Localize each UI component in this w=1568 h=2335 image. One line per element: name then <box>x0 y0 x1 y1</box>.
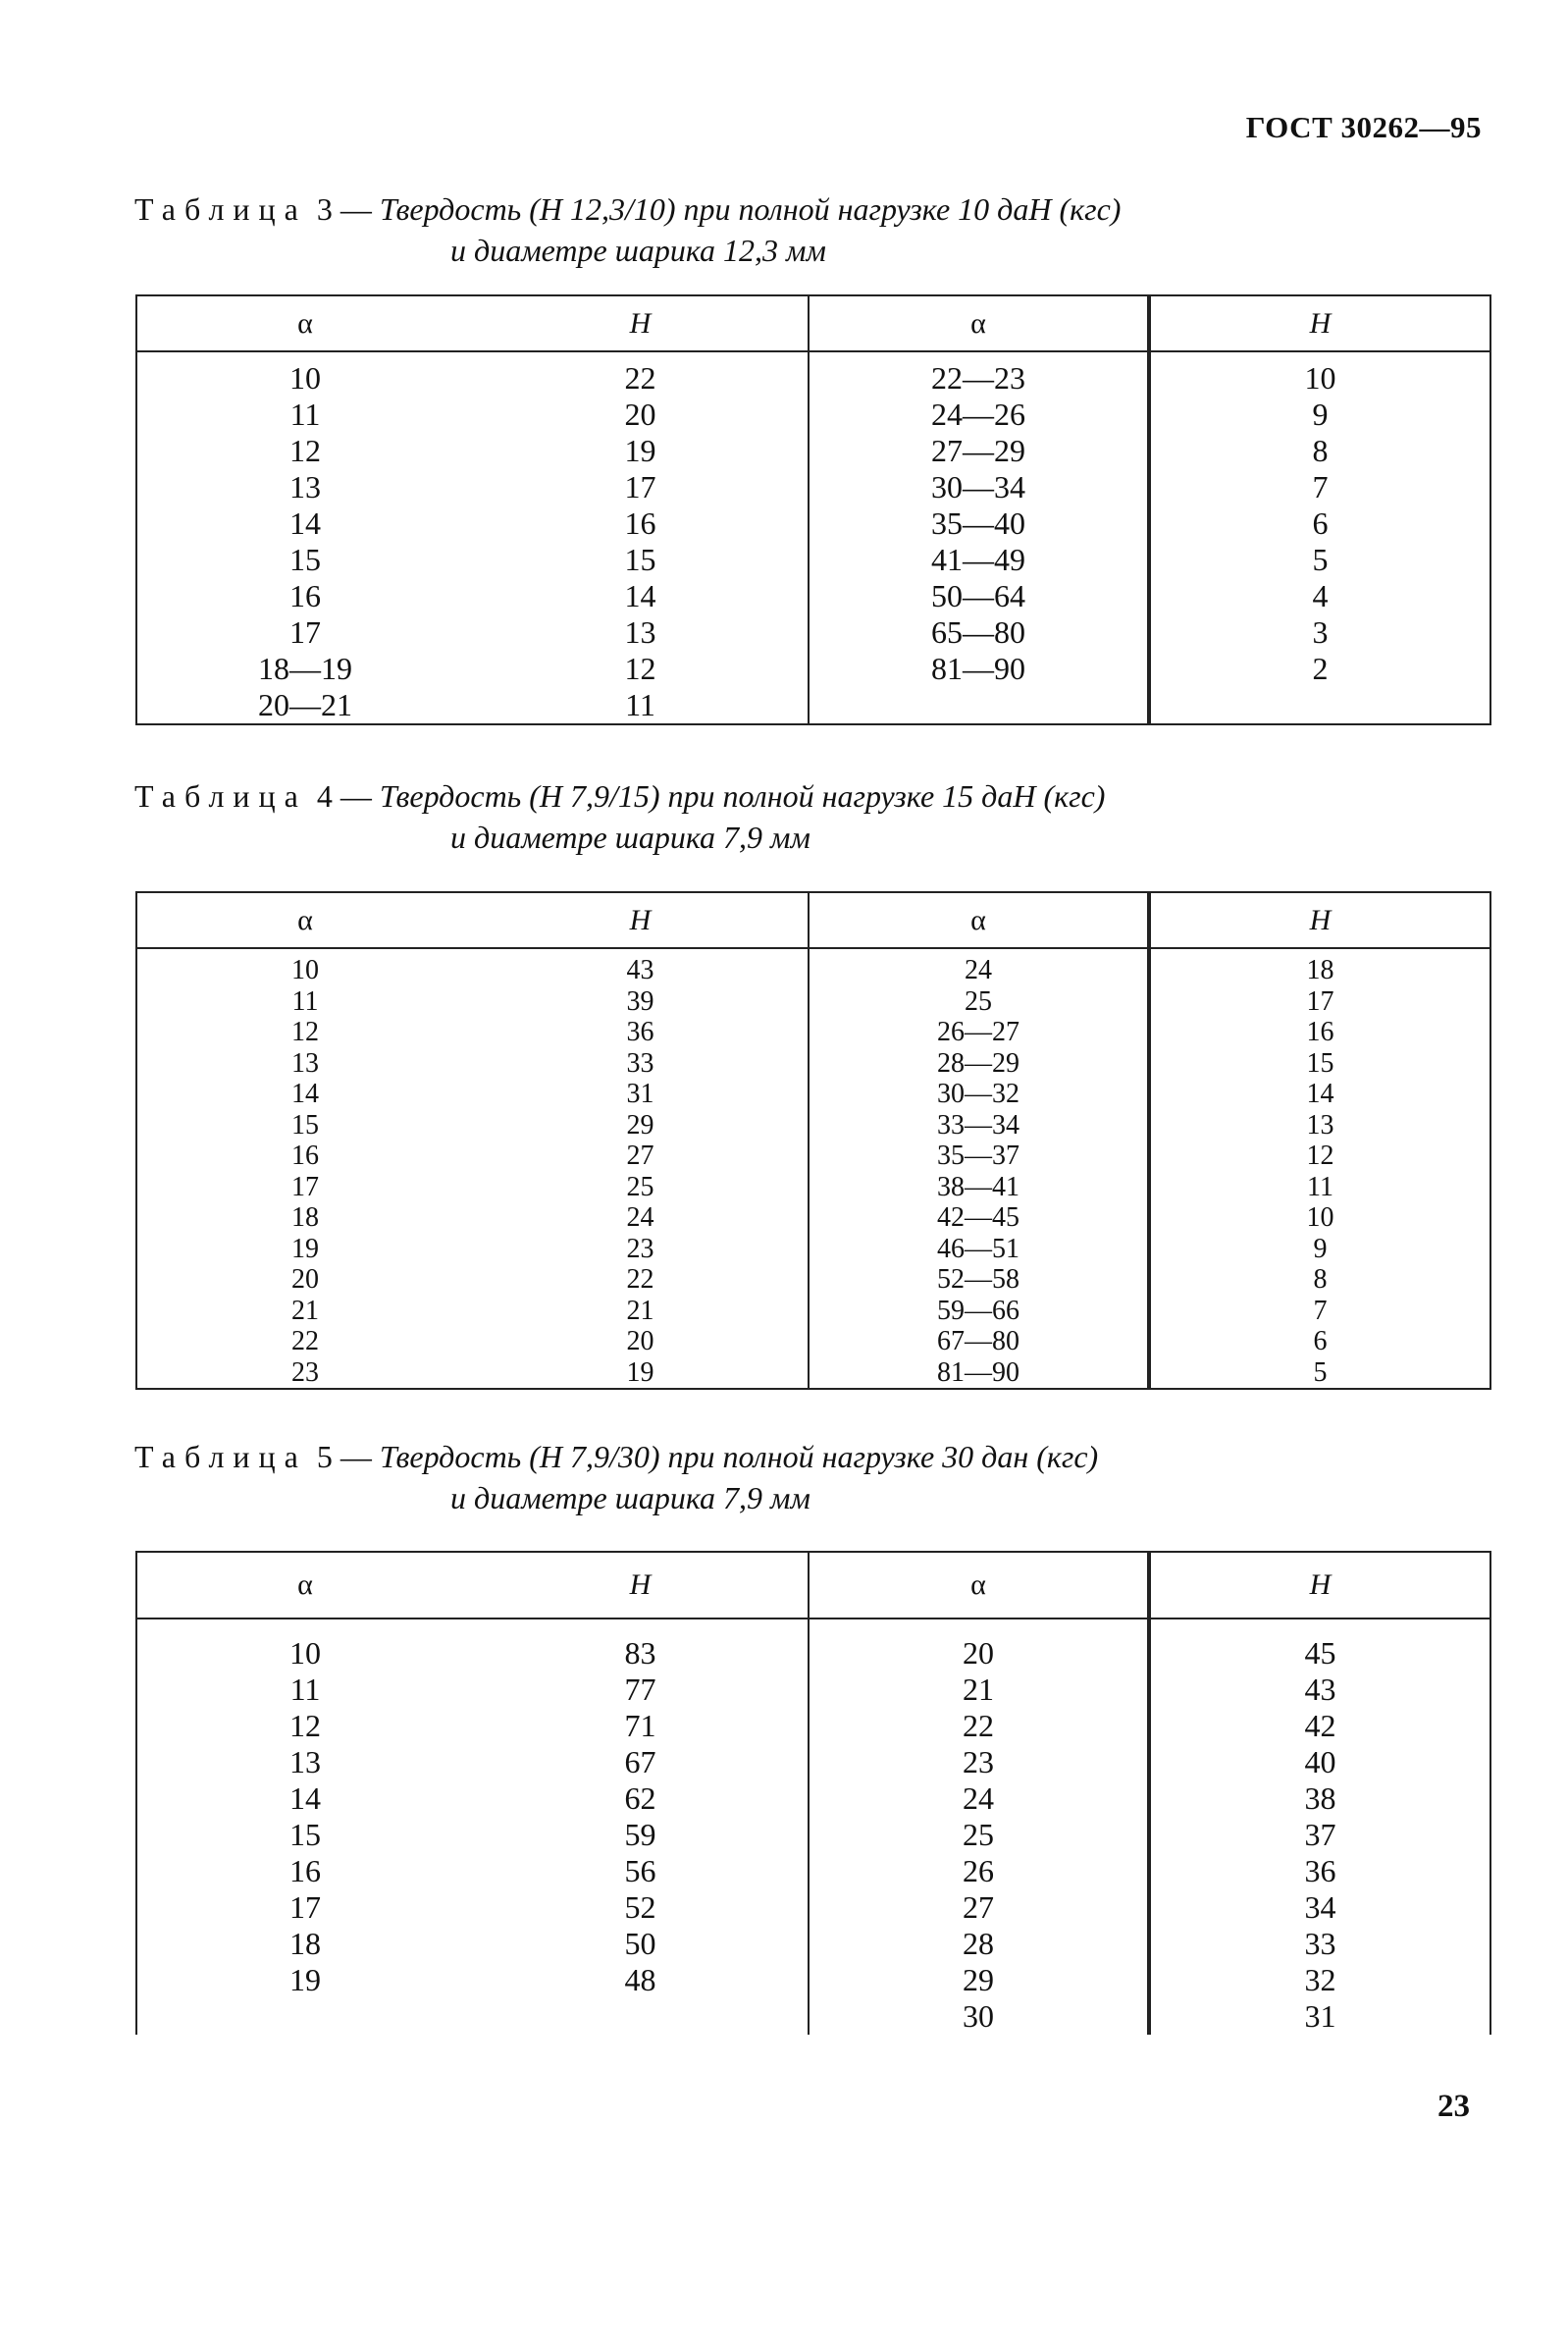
table-cell: 67—80 <box>809 1326 1149 1357</box>
table-cell: 2 <box>1149 651 1490 687</box>
table-row <box>136 1998 1490 2035</box>
table-cell: 12 <box>473 651 809 687</box>
table-row <box>136 1110 1490 1141</box>
table4-caption <box>134 775 1105 858</box>
table-cell: 52—58 <box>809 1264 1149 1296</box>
table-cell: 4 <box>1149 578 1490 614</box>
table-cell: 7 <box>1149 469 1490 505</box>
table-cell: 7 <box>1149 1296 1490 1327</box>
table-cell: 28—29 <box>809 1048 1149 1080</box>
table4-caption-number: 4 — <box>316 778 372 814</box>
table5-header-h-3: H <box>1149 1552 1490 1619</box>
table-cell: 23 <box>809 1744 1149 1780</box>
table-cell <box>809 687 1149 724</box>
table3-body <box>136 351 1490 724</box>
table-cell: 34 <box>1149 1889 1490 1926</box>
table-cell: 20 <box>809 1619 1149 1672</box>
table-row <box>136 986 1490 1018</box>
table-row <box>136 1708 1490 1744</box>
table4-body <box>136 948 1490 1389</box>
table-cell: 19 <box>473 1357 809 1390</box>
table3-caption <box>134 188 1121 271</box>
table-cell: 16 <box>1149 1017 1490 1048</box>
table-row <box>136 505 1490 542</box>
table-cell: 19 <box>136 1962 473 1998</box>
table-row <box>136 1234 1490 1265</box>
table-cell: 11 <box>136 1672 473 1708</box>
table-cell: 16 <box>136 1141 473 1172</box>
table-cell: 32 <box>1149 1962 1490 1998</box>
table-cell: 59—66 <box>809 1296 1149 1327</box>
table-cell: 20 <box>473 1326 809 1357</box>
table-cell: 27 <box>473 1141 809 1172</box>
table-cell: 21 <box>136 1296 473 1327</box>
table-cell: 20 <box>473 397 809 433</box>
table-cell: 10 <box>1149 351 1490 397</box>
table-row <box>136 948 1490 986</box>
table-row <box>136 351 1490 397</box>
table3-header-alpha-2: α <box>809 295 1149 351</box>
table-cell: 13 <box>473 614 809 651</box>
table-cell: 36 <box>473 1017 809 1048</box>
table-cell: 38 <box>1149 1780 1490 1817</box>
table-cell: 50—64 <box>809 578 1149 614</box>
table-cell: 50 <box>473 1926 809 1962</box>
table-cell: 22 <box>809 1708 1149 1744</box>
table-cell: 25 <box>473 1172 809 1203</box>
table-cell: 40 <box>1149 1744 1490 1780</box>
table-cell: 22—23 <box>809 351 1149 397</box>
table-cell: 29 <box>473 1110 809 1141</box>
table-cell: 36 <box>1149 1853 1490 1889</box>
table-row <box>136 614 1490 651</box>
table-row <box>136 1672 1490 1708</box>
table-cell: 15 <box>1149 1048 1490 1080</box>
table3-header-alpha-0: α <box>136 295 473 351</box>
table3-caption-word: Таблица <box>134 191 307 227</box>
table-cell: 15 <box>473 542 809 578</box>
table-cell: 38—41 <box>809 1172 1149 1203</box>
table5-caption <box>134 1436 1098 1518</box>
table5-caption-subtitle: и диаметре шарика 7,9 мм <box>450 1480 810 1515</box>
table-cell: 18 <box>1149 948 1490 986</box>
table-cell: 35—37 <box>809 1141 1149 1172</box>
table-cell: 67 <box>473 1744 809 1780</box>
table-cell: 25 <box>809 986 1149 1018</box>
table-cell: 15 <box>136 542 473 578</box>
table-cell: 20 <box>136 1264 473 1296</box>
table-cell: 26—27 <box>809 1017 1149 1048</box>
table-cell: 14 <box>136 1079 473 1110</box>
table-cell: 43 <box>1149 1672 1490 1708</box>
table4-caption-word: Таблица <box>134 778 307 814</box>
table-cell: 13 <box>136 1048 473 1080</box>
table-cell: 22 <box>473 351 809 397</box>
table-cell: 35—40 <box>809 505 1149 542</box>
table-row <box>136 1744 1490 1780</box>
table-cell: 17 <box>136 1889 473 1926</box>
table-cell: 24 <box>809 948 1149 986</box>
table3-caption-number: 3 — <box>316 191 372 227</box>
table-cell: 16 <box>136 1853 473 1889</box>
table-row <box>136 1619 1490 1672</box>
table4-header-h-3: H <box>1149 892 1490 948</box>
table-row <box>136 1780 1490 1817</box>
table-row <box>136 542 1490 578</box>
table-cell: 12 <box>1149 1141 1490 1172</box>
table-cell: 33 <box>473 1048 809 1080</box>
table-cell: 17 <box>136 614 473 651</box>
table-cell: 83 <box>473 1619 809 1672</box>
table-row <box>136 433 1490 469</box>
table-row <box>136 1264 1490 1296</box>
table-cell: 14 <box>1149 1079 1490 1110</box>
table-cell: 48 <box>473 1962 809 1998</box>
table4-header-alpha-0: α <box>136 892 473 948</box>
table-row <box>136 469 1490 505</box>
table-row <box>136 397 1490 433</box>
table-cell: 52 <box>473 1889 809 1926</box>
table-cell: 19 <box>473 433 809 469</box>
table-row <box>136 687 1490 724</box>
table-cell: 17 <box>1149 986 1490 1018</box>
table-cell: 8 <box>1149 433 1490 469</box>
table5-caption-title: Твердость (H 7,9/30) при полной нагрузке 30 дан (кгс) <box>379 1439 1099 1474</box>
table-cell: 3 <box>1149 614 1490 651</box>
table-cell: 71 <box>473 1708 809 1744</box>
table-row <box>136 1296 1490 1327</box>
table-cell: 24 <box>473 1202 809 1234</box>
table-cell: 10 <box>1149 1202 1490 1234</box>
table-cell: 42 <box>1149 1708 1490 1744</box>
table-cell: 5 <box>1149 1357 1490 1390</box>
table4-header-alpha-2: α <box>809 892 1149 948</box>
table-cell: 11 <box>473 687 809 724</box>
table5-header-alpha-2: α <box>809 1552 1149 1619</box>
table-cell: 18—19 <box>136 651 473 687</box>
table-cell: 14 <box>136 1780 473 1817</box>
table-row <box>136 1079 1490 1110</box>
table-cell: 9 <box>1149 1234 1490 1265</box>
table-cell: 18 <box>136 1926 473 1962</box>
table-cell: 33—34 <box>809 1110 1149 1141</box>
table-cell: 39 <box>473 986 809 1018</box>
table-cell: 41—49 <box>809 542 1149 578</box>
table-cell: 22 <box>473 1264 809 1296</box>
table-cell: 10 <box>136 948 473 986</box>
table-cell: 21 <box>809 1672 1149 1708</box>
table-row <box>136 1853 1490 1889</box>
table3-header-h-1: H <box>473 295 809 351</box>
table3-header-row <box>136 295 1490 351</box>
table-cell: 6 <box>1149 1326 1490 1357</box>
table5-header-row <box>136 1552 1490 1619</box>
page-number: 23 <box>1437 2089 1470 2124</box>
table-cell: 23 <box>136 1357 473 1390</box>
table-cell: 21 <box>473 1296 809 1327</box>
table5-header-alpha-0: α <box>136 1552 473 1619</box>
table3-header-h-3: H <box>1149 295 1490 351</box>
table-row <box>136 1326 1490 1357</box>
table-cell <box>136 1998 473 2035</box>
table-row <box>136 1889 1490 1926</box>
table-cell: 15 <box>136 1817 473 1853</box>
table-cell: 59 <box>473 1817 809 1853</box>
table-row <box>136 1962 1490 1998</box>
table-cell: 62 <box>473 1780 809 1817</box>
table4-caption-title: Твердость (H 7,9/15) при полной нагрузке 15 даН (кгс) <box>379 778 1106 814</box>
table-row <box>136 651 1490 687</box>
table-cell: 23 <box>473 1234 809 1265</box>
table-cell: 12 <box>136 433 473 469</box>
table5-caption-number: 5 — <box>316 1439 372 1474</box>
table-cell: 30—32 <box>809 1079 1149 1110</box>
table-cell: 28 <box>809 1926 1149 1962</box>
table4-caption-subtitle: и диаметре шарика 7,9 мм <box>450 820 810 855</box>
table3-caption-title: Твердость (H 12,3/10) при полной нагрузке 10 даН (кгс) <box>379 191 1122 227</box>
table-cell: 81—90 <box>809 651 1149 687</box>
table-cell <box>473 1998 809 2035</box>
table-cell: 65—80 <box>809 614 1149 651</box>
table4 <box>135 891 1491 1390</box>
table-cell: 11 <box>1149 1172 1490 1203</box>
table-cell: 14 <box>136 505 473 542</box>
table-cell: 45 <box>1149 1619 1490 1672</box>
table-cell: 13 <box>136 469 473 505</box>
table-row <box>136 1817 1490 1853</box>
table-cell: 11 <box>136 397 473 433</box>
table-row <box>136 1048 1490 1080</box>
table-cell: 9 <box>1149 397 1490 433</box>
table4-header-row <box>136 892 1490 948</box>
table-cell: 24—26 <box>809 397 1149 433</box>
table-cell: 77 <box>473 1672 809 1708</box>
table5-caption-word: Таблица <box>134 1439 307 1474</box>
table-cell: 56 <box>473 1853 809 1889</box>
table-cell: 43 <box>473 948 809 986</box>
table-cell: 15 <box>136 1110 473 1141</box>
table-cell: 27—29 <box>809 433 1149 469</box>
table-cell: 10 <box>136 351 473 397</box>
document-code: ГОСТ 30262—95 <box>1245 110 1482 144</box>
table4-header-h-1: H <box>473 892 809 948</box>
table-cell: 31 <box>1149 1998 1490 2035</box>
table-cell: 19 <box>136 1234 473 1265</box>
table-row <box>136 1202 1490 1234</box>
table-row <box>136 1926 1490 1962</box>
table3-caption-subtitle: и диаметре шарика 12,3 мм <box>450 233 826 268</box>
table5-header-h-1: H <box>473 1552 809 1619</box>
table-cell: 5 <box>1149 542 1490 578</box>
table-cell: 33 <box>1149 1926 1490 1962</box>
table-cell: 42—45 <box>809 1202 1149 1234</box>
table-cell: 11 <box>136 986 473 1018</box>
table-cell: 18 <box>136 1202 473 1234</box>
table-cell: 81—90 <box>809 1357 1149 1390</box>
table-cell: 31 <box>473 1079 809 1110</box>
table-row <box>136 578 1490 614</box>
table-cell: 29 <box>809 1962 1149 1998</box>
table-cell: 24 <box>809 1780 1149 1817</box>
table-cell: 37 <box>1149 1817 1490 1853</box>
table-cell: 30 <box>809 1998 1149 2035</box>
table-row <box>136 1141 1490 1172</box>
table-cell: 22 <box>136 1326 473 1357</box>
table-row <box>136 1172 1490 1203</box>
table-row <box>136 1017 1490 1048</box>
table-cell: 12 <box>136 1017 473 1048</box>
table-cell: 8 <box>1149 1264 1490 1296</box>
table-cell: 14 <box>473 578 809 614</box>
table-row <box>136 1357 1490 1390</box>
table-cell: 13 <box>1149 1110 1490 1141</box>
table-cell: 26 <box>809 1853 1149 1889</box>
table-cell: 13 <box>136 1744 473 1780</box>
table-cell: 20—21 <box>136 687 473 724</box>
table-cell: 46—51 <box>809 1234 1149 1265</box>
table-cell: 6 <box>1149 505 1490 542</box>
table-cell: 12 <box>136 1708 473 1744</box>
table-cell: 30—34 <box>809 469 1149 505</box>
table-cell: 16 <box>136 578 473 614</box>
table-cell <box>1149 687 1490 724</box>
table5-body <box>136 1619 1490 2035</box>
table-cell: 25 <box>809 1817 1149 1853</box>
table-cell: 17 <box>473 469 809 505</box>
table3 <box>135 294 1491 725</box>
table-cell: 16 <box>473 505 809 542</box>
table-cell: 17 <box>136 1172 473 1203</box>
table5 <box>135 1551 1491 2035</box>
table-cell: 27 <box>809 1889 1149 1926</box>
table-cell: 10 <box>136 1619 473 1672</box>
